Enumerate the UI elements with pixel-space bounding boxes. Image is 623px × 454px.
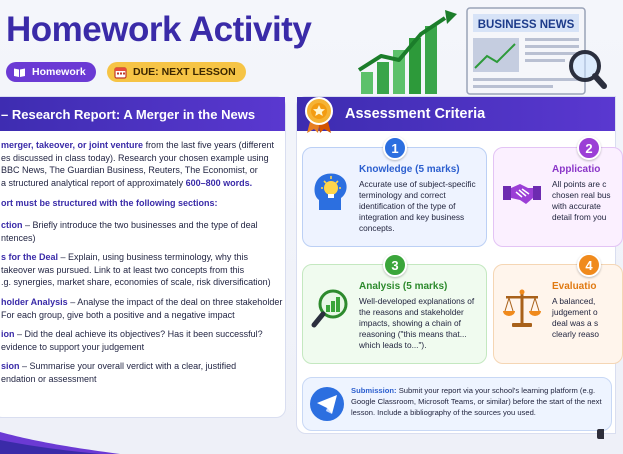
criteria-number-3: 3 [383,253,407,277]
task-panel [0,96,286,418]
decorative-swoosh [0,418,120,454]
lightbulb-head-icon [311,170,351,214]
criteria-title-analysis: Analysis (5 marks) [359,281,448,292]
criteria-card-analysis [302,264,487,364]
task-panel-title: – Research Report: A Merger in the News [0,97,285,131]
task-intro: merger, takeover, or joint venture from the last five years (different es discussed in class today). Research your chosen example using BBC News, The Guardian Business, Reuters, The Economist, or a structured analytical report of approximately 600–800 words. [1,140,274,188]
criteria-number-1: 1 [383,136,407,160]
calendar-icon [114,66,127,79]
section-reasons: s for the Deal – Explain, using business terminology, why this takeover was pursued. Link to at least two concepts from this .g. synergies, market share, economies of scale, risk diversification) [1,252,271,288]
criteria-title-evaluation: Evaluatio [552,281,597,292]
newspaper-icon [467,8,585,94]
homework-tag [6,62,96,82]
criteria-card-application [493,147,623,247]
decorative-edge [597,429,604,439]
newspaper-title: BUSINESS NEWS [477,19,575,31]
due-tag-label: DUE: NEXT LESSON [133,66,236,78]
criteria-card-evaluation [493,264,623,364]
due-tag [107,62,246,82]
handshake-icon [502,170,542,214]
page-title: Homework Activity [6,10,312,49]
criteria-desc-evaluation: A balanced, judgement o deal was a s clearly reaso [552,296,600,339]
section-evaluation: ion – Did the deal achieve its objectives? Has it been successful? evidence to support your judgement [1,329,263,352]
criteria-desc-knowledge: Accurate use of subject-specific terminology and correct identification of the type of integration and key business concepts. [359,179,476,233]
book-icon [13,67,26,78]
scales-icon [502,287,542,331]
section-introduction: ction – Briefly introduce the two businesses and the type of deal ntences) [1,219,258,243]
award-medal-icon [301,96,337,134]
criteria-title-knowledge: Knowledge (5 marks) [359,164,460,175]
growth-chart-icon [359,10,457,94]
task-panel-body [0,131,285,386]
send-paper-plane-icon [309,386,345,422]
section-stakeholder-analysis: holder Analysis – Analyse the impact of the deal on three stakeholder For each group, give both a positive and a negative impact [1,296,283,320]
magnifier-chart-icon [311,287,351,331]
submission-box [302,377,612,431]
submission-text: Submission: Submit your report via your school's learning platform (e.g. Google Classroom, Microsoft Teams, or similar) before the start of the next lesson. Include a bibliography of the sources you used. [351,386,602,417]
criteria-card-knowledge [302,147,487,247]
criteria-title-application: Applicatio [552,164,601,175]
criteria-desc-analysis: Well-developed explanations of the reasons and stakeholder impacts, showing a chain of reasoning ("this means that... which leads to..."). [359,296,475,350]
criteria-number-4: 4 [577,253,601,277]
assessment-panel-title: Assessment Criteria [297,97,615,131]
criteria-number-2: 2 [577,136,601,160]
criteria-desc-application: All points are c chosen real bus with accurate detail from you [552,179,611,222]
section-conclusion: sion – Summarise your overall verdict with a clear, justified endation or assessment [1,361,237,384]
structure-heading: ort must be structured with the following sections: [1,198,218,209]
homework-tag-label: Homework [32,66,86,78]
business-news-illustration [355,0,604,102]
